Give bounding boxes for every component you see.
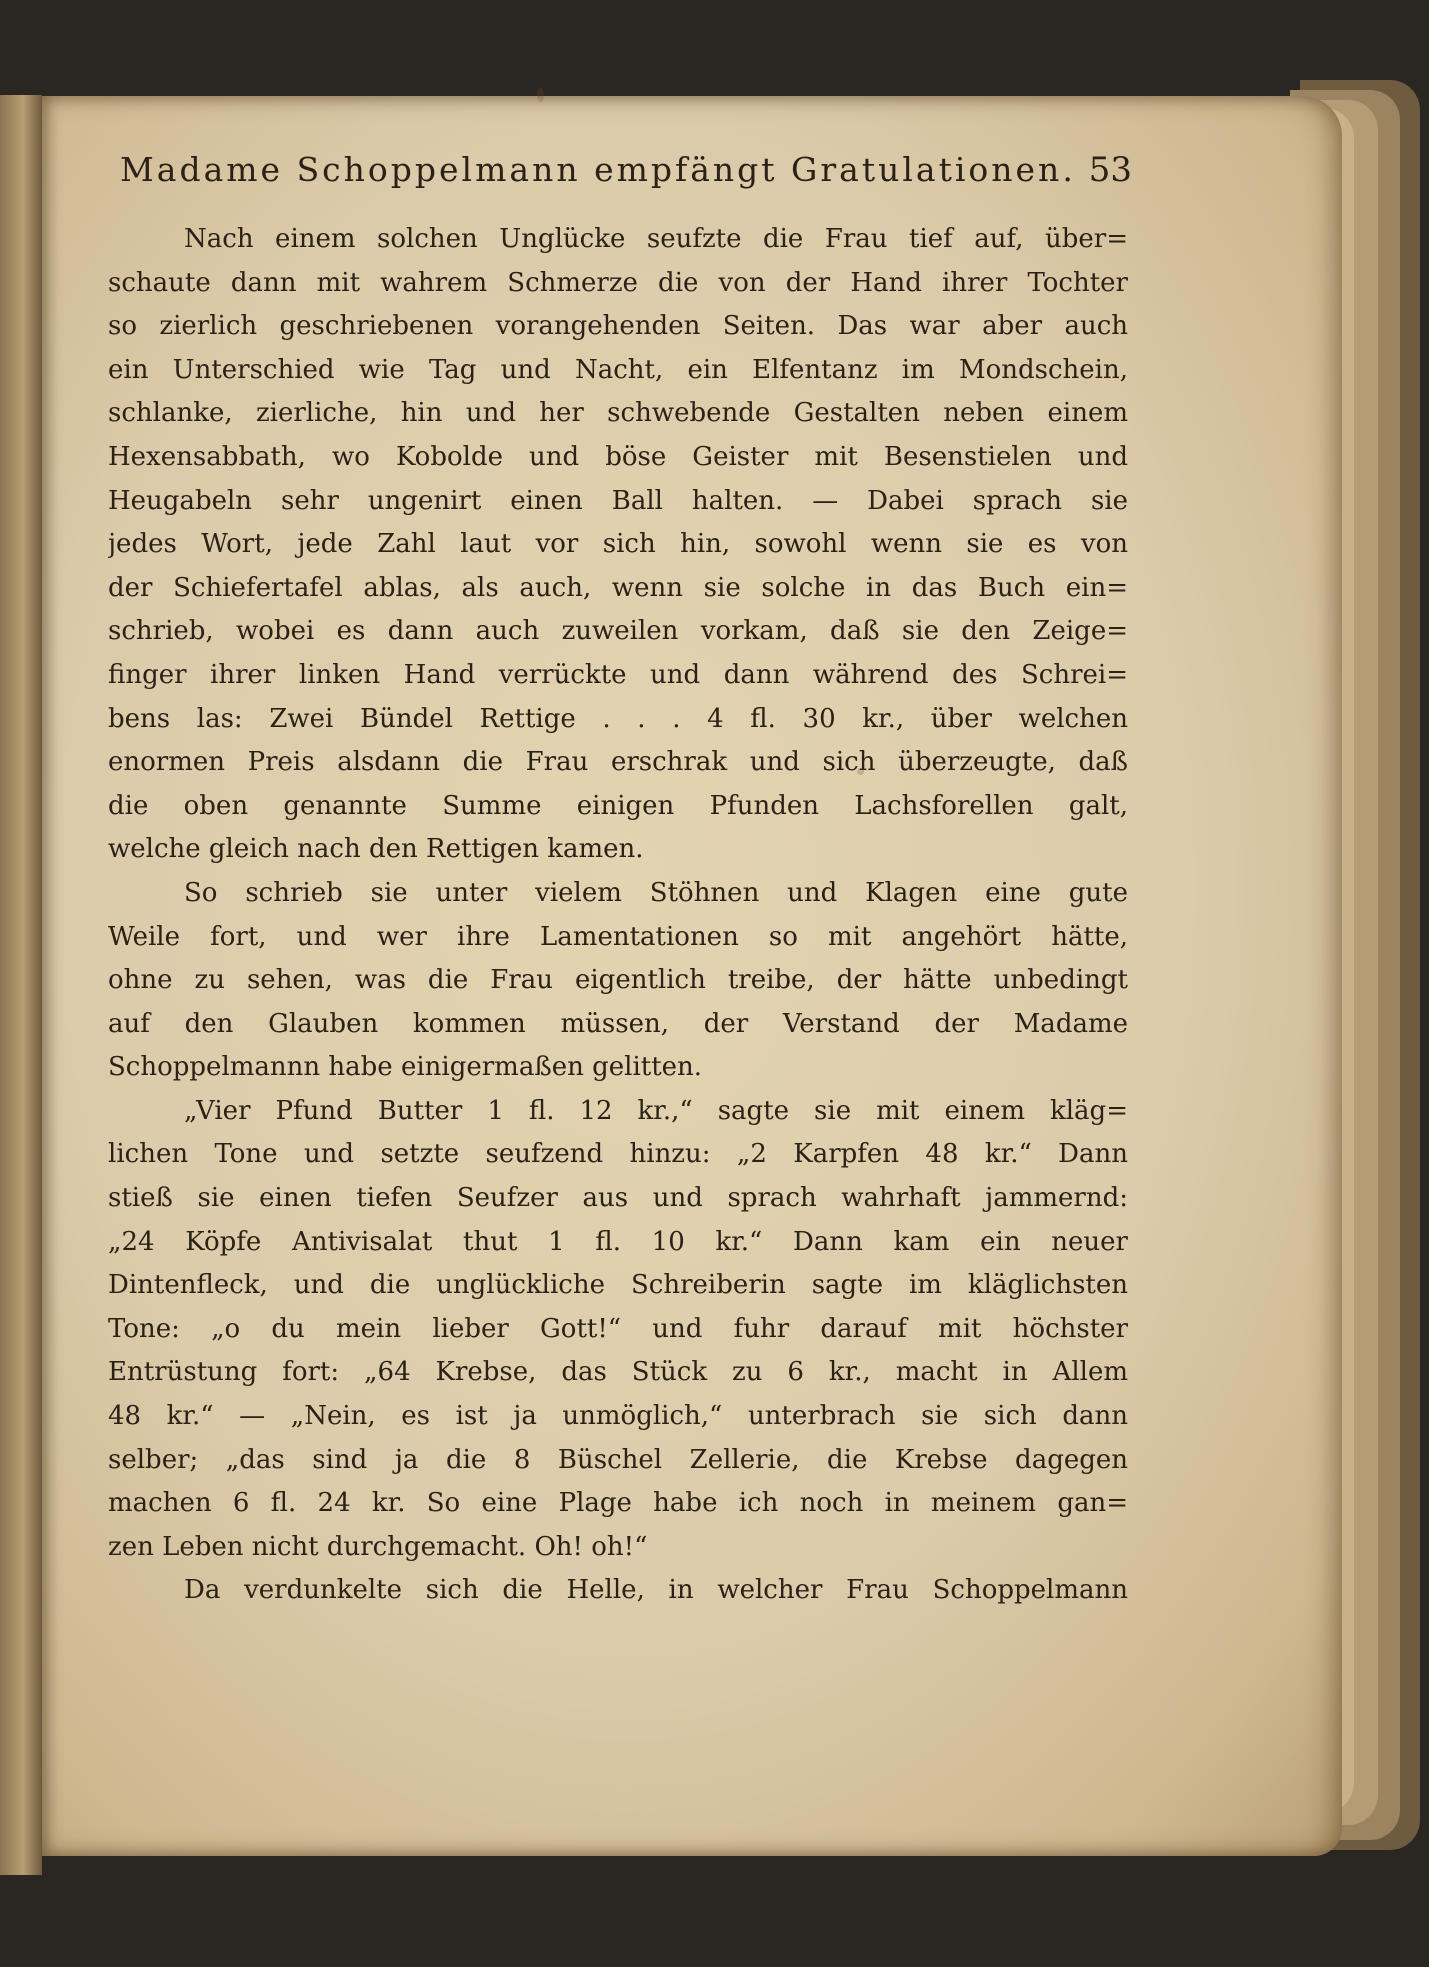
left-page-edge — [0, 95, 42, 1875]
text-line: Dintenfleck, und die unglückliche Schreiberin sagte im kläglichsten — [108, 1270, 1128, 1301]
page-number: 53 — [1088, 150, 1132, 190]
text-line: schrieb, wobei es dann auch zuweilen vorkam, daß sie den Zeige= — [108, 616, 1128, 647]
text-line: So schrieb sie unter vielem Stöhnen und Klagen eine gute — [184, 877, 1128, 908]
text-line: ein Unterschied wie Tag und Nacht, ein Elfentanz im Mondschein, — [108, 354, 1128, 385]
paper-stain — [537, 88, 544, 102]
text-line: stieß sie einen tiefen Seufzer aus und sprach wahrhaft jammernd: — [108, 1183, 1128, 1214]
text-line: zen Leben nicht durchgemacht. Oh! oh!“ — [108, 1531, 648, 1562]
text-line: Da verdunkelte sich die Helle, in welcher Frau Schoppelmann — [184, 1575, 1128, 1606]
running-head — [120, 150, 1132, 190]
text-line: „24 Köpfe Antivisalat thut 1 fl. 10 kr.“ Dann kam ein neuer — [108, 1226, 1128, 1257]
text-line: bens las: Zwei Bündel Rettige . . . 4 fl. 30 kr., über welchen — [108, 703, 1128, 734]
text-line: welche gleich nach den Rettigen kamen. — [108, 834, 644, 865]
text-line: Tone: „o du mein lieber Gott!“ und fuhr darauf mit höchster — [108, 1313, 1128, 1344]
text-line: Heugabeln sehr ungenirt einen Ball halten. — Dabei sprach sie — [108, 485, 1128, 516]
text-line: machen 6 fl. 24 kr. So eine Plage habe ich noch in meinem gan= — [108, 1488, 1128, 1519]
text-line: finger ihrer linken Hand verrückte und dann während des Schrei= — [108, 659, 1128, 690]
text-line: 48 kr.“ — „Nein, es ist ja unmöglich,“ unterbrach sie sich dann — [108, 1401, 1128, 1432]
text-line: die oben genannte Summe einigen Pfunden Lachsforellen galt, — [108, 790, 1128, 821]
text-line: enormen Preis alsdann die Frau erschrak und sich überzeugte, daß — [108, 747, 1128, 778]
text-line: „Vier Pfund Butter 1 fl. 12 kr.,“ sagte sie mit einem kläg= — [184, 1095, 1128, 1126]
text-line: Schoppelmannn habe einigermaßen gelitten. — [108, 1052, 703, 1083]
text-line: lichen Tone und setzte seufzend hinzu: „2 Karpfen 48 kr.“ Dann — [108, 1139, 1128, 1170]
text-line: jedes Wort, jede Zahl laut vor sich hin, sowohl wenn sie es von — [108, 529, 1128, 560]
text-line: ohne zu sehen, was die Frau eigentlich treibe, der hätte unbedingt — [108, 965, 1128, 996]
text-line: Weile fort, und wer ihre Lamentationen so mit angehört hätte, — [108, 921, 1128, 952]
text-line: Hexensabbath, wo Kobolde und böse Geister mit Besenstielen und — [108, 441, 1128, 472]
text-line: schlanke, zierliche, hin und her schwebende Gestalten neben einem — [108, 398, 1128, 429]
body-text — [108, 218, 1128, 1613]
text-line: der Schiefertafel ablas, als auch, wenn sie solche in das Buch ein= — [108, 572, 1128, 603]
text-line: schaute dann mit wahrem Schmerze die von der Hand ihrer Tochter — [108, 267, 1128, 298]
text-line: selber; „das sind ja die 8 Büschel Zellerie, die Krebse dagegen — [108, 1444, 1128, 1475]
text-line: so zierlich geschriebenen vorangehenden Seiten. Das war aber auch — [108, 311, 1128, 342]
running-title: Madame Schoppelmann empfängt Gratulationen. — [120, 150, 1076, 189]
text-line: Entrüstung fort: „64 Krebse, das Stück zu 6 kr., macht in Allem — [108, 1357, 1128, 1388]
text-line: Nach einem solchen Unglücke seufzte die Frau tief auf, über= — [184, 224, 1128, 254]
text-line: auf den Glauben kommen müssen, der Verstand der Madame — [108, 1008, 1128, 1039]
